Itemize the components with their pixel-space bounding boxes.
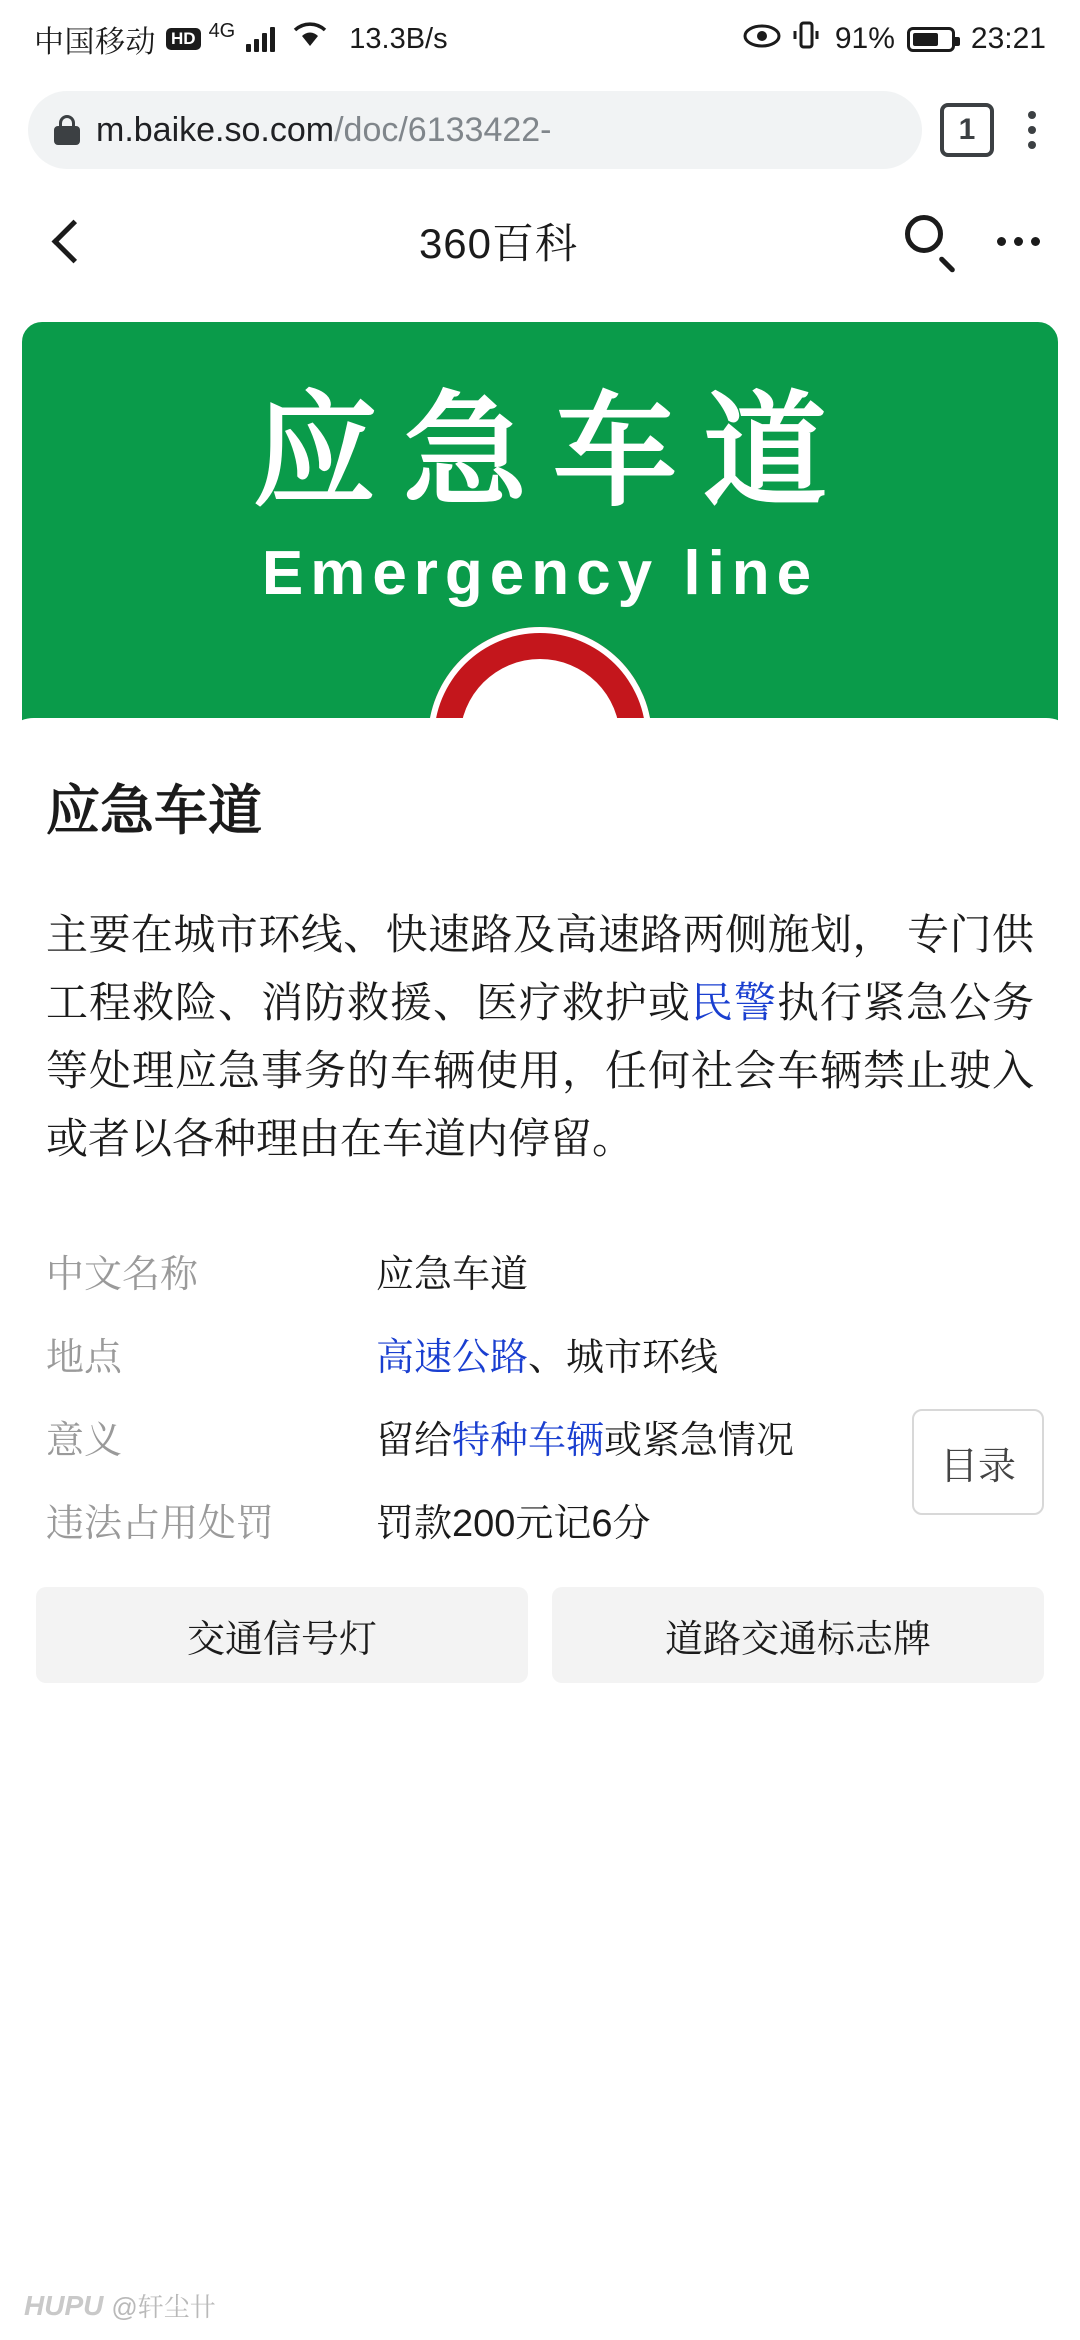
emergency-lane-sign xyxy=(8,308,1072,770)
info-value-link[interactable]: 特种车辆 xyxy=(452,1420,605,1463)
more-horizontal-icon[interactable] xyxy=(997,237,1040,246)
kebab-menu-icon[interactable] xyxy=(1012,111,1052,149)
info-value-text: 或紧急情况 xyxy=(604,1420,795,1463)
url-text xyxy=(96,111,552,150)
watermark-text: @轩尘卄 xyxy=(111,2292,216,2322)
info-value xyxy=(376,1229,1034,1312)
toc-button[interactable]: 目录 xyxy=(912,1409,1044,1515)
network-speed-label: 13.3B/s xyxy=(349,22,448,55)
tab-count-button[interactable]: 1 xyxy=(940,103,994,157)
lock-icon xyxy=(54,115,80,145)
signal-bars-icon xyxy=(246,26,275,52)
search-icon[interactable] xyxy=(903,213,959,269)
hero-image[interactable] xyxy=(0,300,1080,770)
info-value-text: 、城市环线 xyxy=(528,1337,719,1380)
sign-english-text: Emergency line xyxy=(261,539,819,608)
summary-text: 主要在城市环线、快速路及高速路两侧施划， 专门供工程救险、消防救援、医疗救护或 xyxy=(46,911,1034,1027)
page-title: 360百科 xyxy=(418,220,579,267)
vibrate-icon xyxy=(793,21,819,57)
table-row xyxy=(46,1395,1034,1478)
back-arrow-icon[interactable] xyxy=(40,214,94,268)
status-bar xyxy=(0,0,1080,78)
watermark xyxy=(24,2287,216,2324)
watermark-logo: HUPU xyxy=(24,2289,104,2321)
info-value xyxy=(376,1312,1034,1395)
battery-percent-label: 91% xyxy=(834,22,895,55)
info-key: 违法占用处罚 xyxy=(46,1503,275,1546)
url-bar[interactable] xyxy=(28,91,922,169)
clock-label: 23:21 xyxy=(970,22,1046,55)
related-entries xyxy=(0,1561,1080,1683)
info-key: 意义 xyxy=(46,1420,123,1463)
entry-title: 应急车道 xyxy=(46,781,262,841)
related-chip-1[interactable]: 交通信号灯 xyxy=(36,1587,528,1683)
eye-icon xyxy=(743,22,781,56)
article-card xyxy=(0,718,1080,1561)
url-domain: m.baike.so.com xyxy=(96,110,335,149)
table-row xyxy=(46,1478,1034,1561)
summary-link[interactable]: 民警 xyxy=(690,979,777,1027)
table-row xyxy=(46,1312,1034,1395)
sign-chinese-text: 应急车道 xyxy=(252,383,853,521)
battery-icon xyxy=(907,27,955,52)
info-value-text: 留给 xyxy=(376,1420,453,1463)
entry-summary xyxy=(46,901,1034,1173)
status-bar-left xyxy=(34,17,448,61)
info-value-text: 应急车道 xyxy=(376,1254,529,1297)
related-chip-2[interactable]: 道路交通标志牌 xyxy=(552,1587,1044,1683)
summary-text: 执行紧急公务等处理应急事务的车辆使用，任何社会车辆禁止驶入或者以各种理由在车道内停留。 xyxy=(46,979,1034,1163)
network-type-label: 4G xyxy=(208,19,236,42)
info-key: 中文名称 xyxy=(46,1254,199,1297)
page-header xyxy=(0,182,1080,300)
browser-toolbar xyxy=(0,78,1080,182)
info-table xyxy=(46,1229,1034,1561)
wifi-icon xyxy=(293,22,327,56)
info-value-text: 罚款200元记6分 xyxy=(376,1503,651,1546)
info-value-link[interactable]: 高速公路 xyxy=(376,1337,529,1380)
info-key: 地点 xyxy=(46,1337,123,1380)
hd-badge: HD xyxy=(166,28,201,50)
status-bar-right xyxy=(743,21,1046,57)
carrier-label: 中国移动 xyxy=(34,26,156,59)
url-path: /doc/6133422- xyxy=(334,110,552,149)
table-row xyxy=(46,1229,1034,1312)
